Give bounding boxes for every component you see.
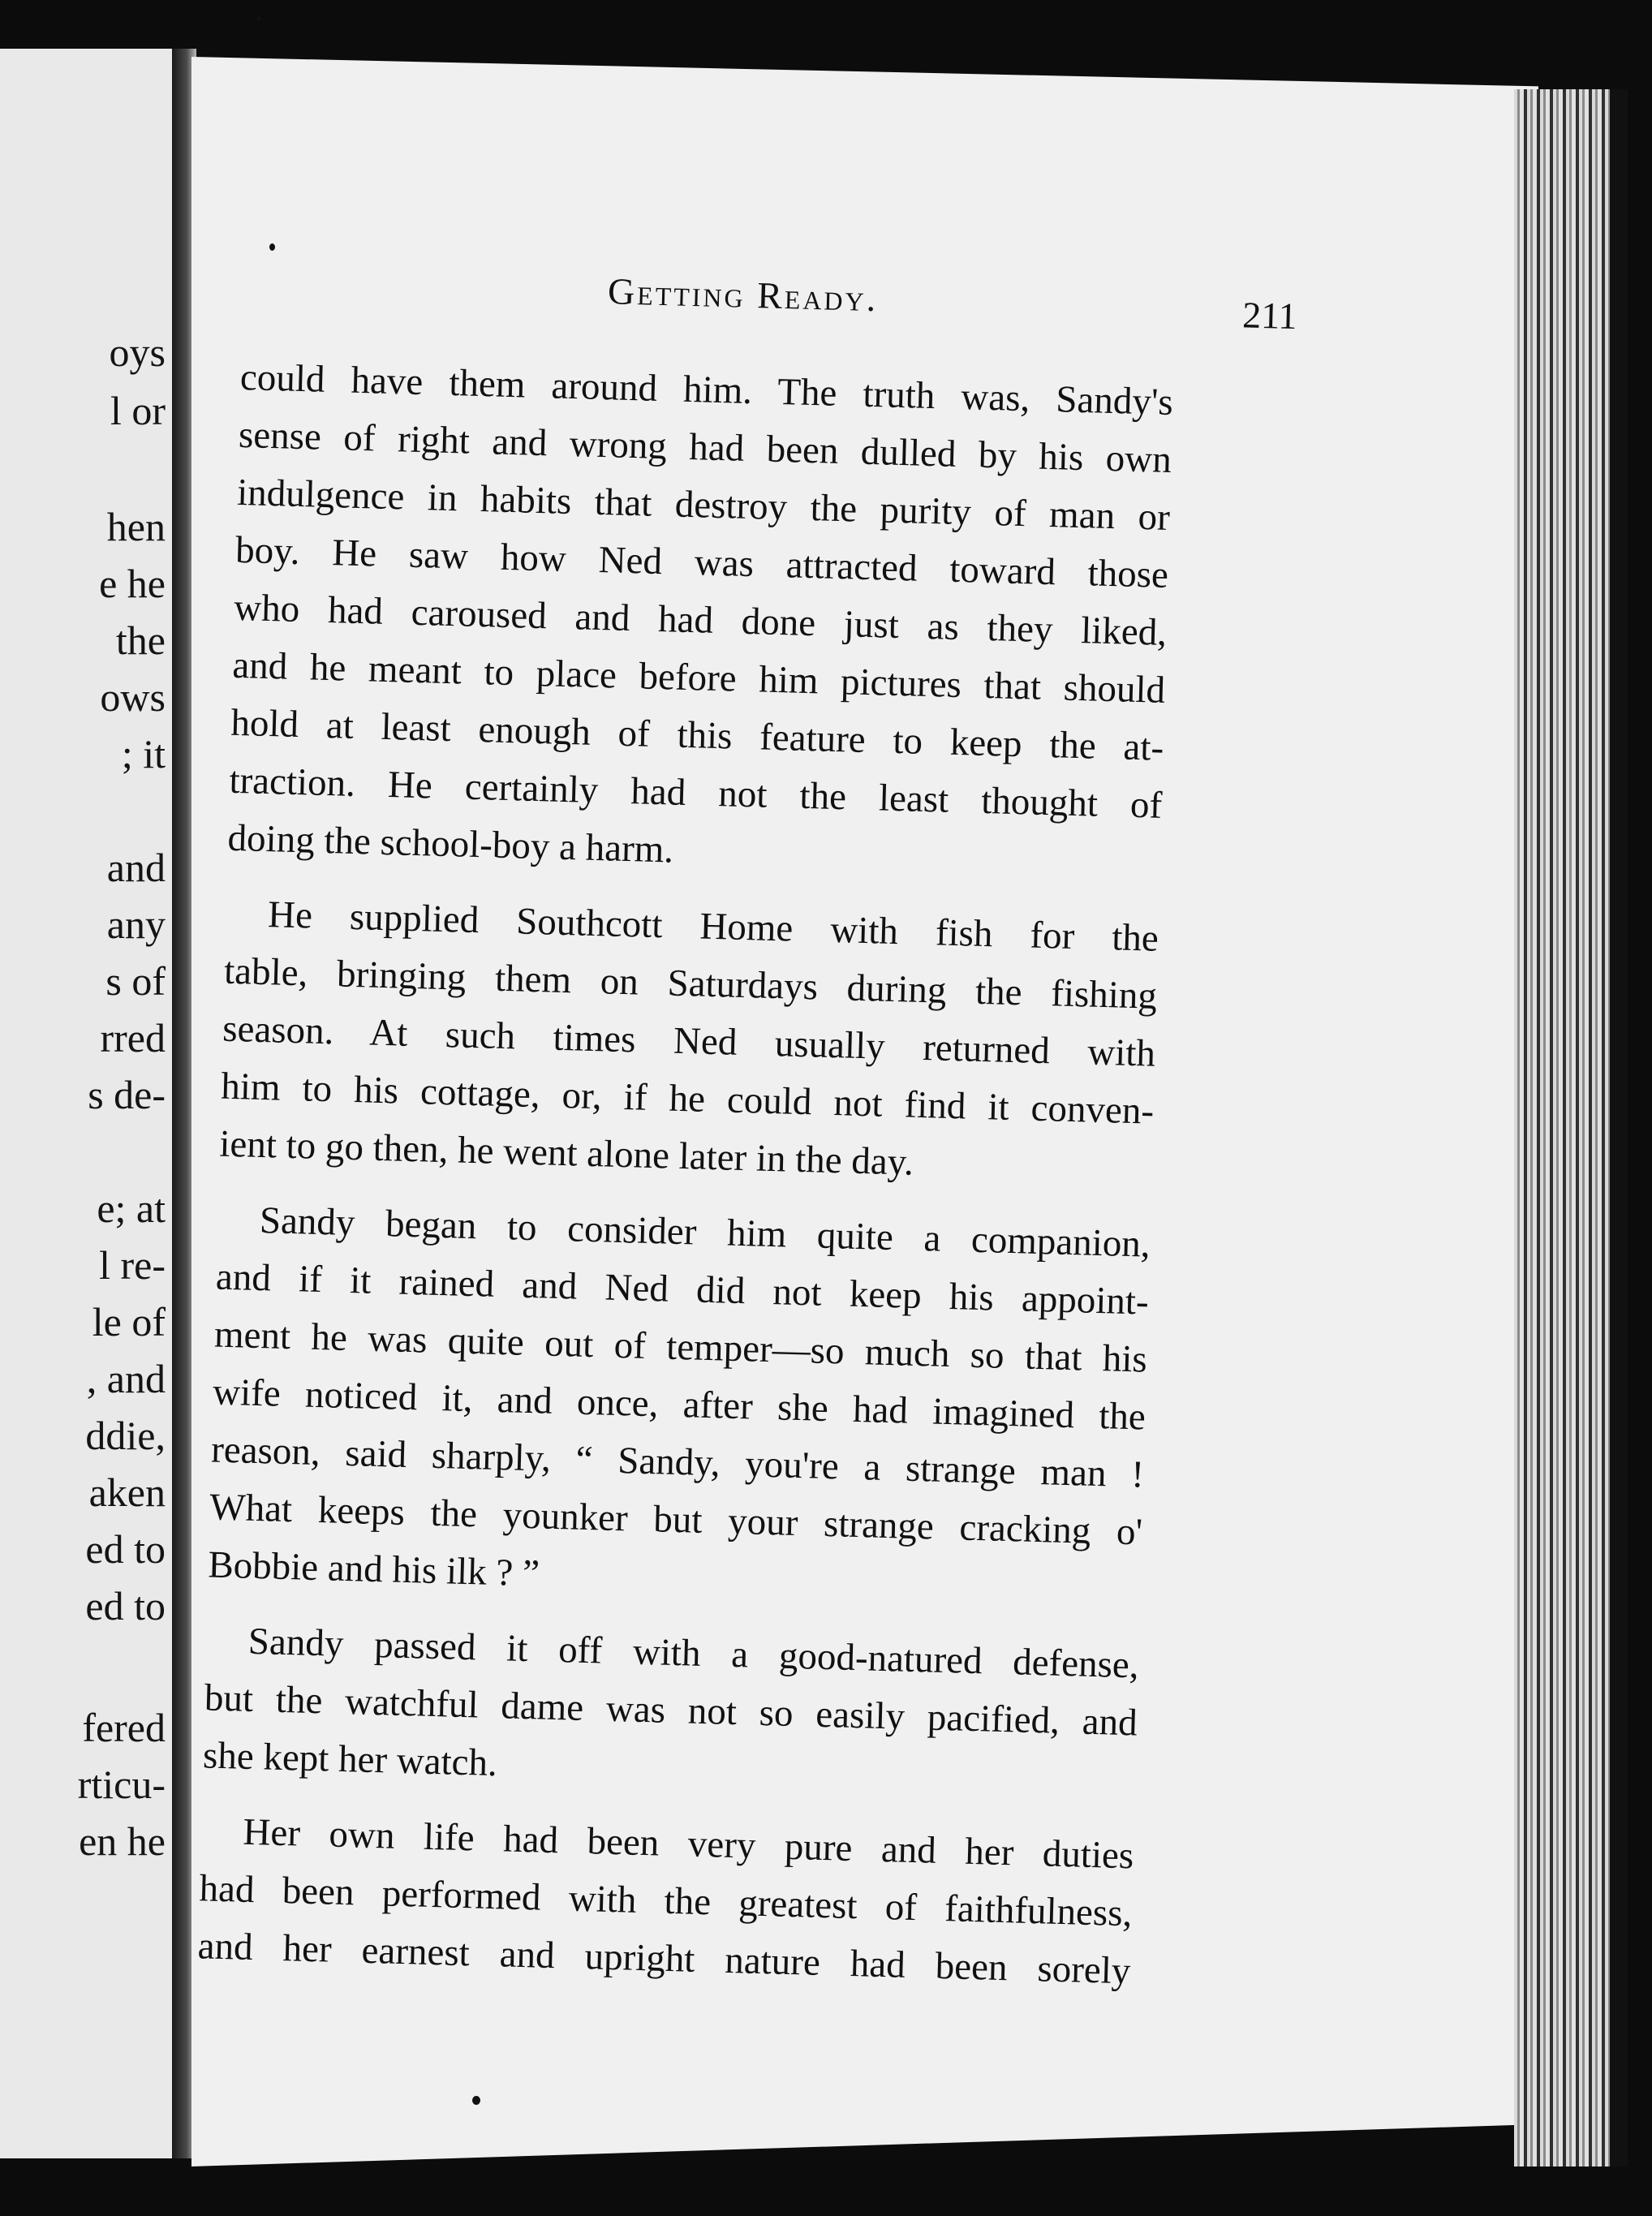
left-fragment: any [106,901,166,947]
paragraph [197,1802,1256,2003]
left-fragment: ed to [85,1526,166,1572]
text-line: He supplied Southcott Home with fish for the [267,893,1159,960]
text-line: she kept her watch. [202,1734,498,1785]
left-fragment: s of [105,958,166,1004]
text-line: Sandy passed it off with a good-natured defense, [247,1620,1140,1687]
left-fragment: ; it [121,731,166,777]
left-fragment: rticu- [77,1762,166,1807]
left-fragment: aken [88,1469,166,1515]
left-fragment: le of [92,1299,166,1345]
text-line: wife noticed it, and once, after she had imagined the [212,1370,1147,1439]
text-line: reason, said sharply, “ Sandy, you're a strange man ! [210,1428,1145,1496]
text-line: had been performed with the greatest of faithfulness, [198,1867,1133,1935]
text-line: traction. He certainly had not the least thought of [228,759,1163,827]
text-line: boy. He saw how Ned was attracted toward those [234,528,1169,596]
text-line: season. At such times Ned usually returned with [222,1007,1156,1075]
left-fragment: , and [86,1356,166,1401]
left-fragment: rred [100,1015,166,1061]
page-edges [1514,89,1628,2167]
running-head: Getting Ready. [607,270,879,320]
paragraph [227,349,1296,896]
text-line: table, bringing them on Saturdays during the fishing [223,949,1158,1018]
text-line: Sandy began to consider him quite a companion, [259,1198,1151,1266]
text-line: and her earnest and upright nature had been sorely [197,1925,1132,1993]
text-line: doing the school-boy a harm. [227,816,674,871]
text-line: could have them around him. The truth was, Sandy's [239,355,1174,424]
left-fragment: ows [100,674,166,720]
left-fragment: l or [110,388,166,433]
left-fragment: e; at [97,1185,166,1231]
text-line: and he meant to place before him pictures that should [231,643,1166,712]
text-line: Her own life had been very pure and her duties [242,1810,1134,1878]
paragraph [219,885,1281,1202]
left-fragment: s de- [88,1072,166,1117]
left-fragment: and [106,845,166,890]
text-line: who had caroused and had done just as they liked, [233,586,1168,654]
text-line: but the watchful dame was not so easily pacified, and [204,1676,1138,1745]
facing-page-left [0,49,183,2158]
left-fragment: l re- [99,1242,166,1288]
left-fragment: e he [99,561,166,606]
text-line: ient to go then, he went alone later in the day. [218,1122,914,1184]
text-line: What keeps the younker but your strange cracking o' [209,1486,1143,1554]
left-fragment: en he [79,1818,166,1864]
left-fragment: ed to [85,1583,166,1629]
text-line: hold at least enough of this feature to keep the at- [230,701,1164,769]
paragraph [202,1611,1261,1813]
text-line: indulgence in habits that destroy the purity of man or [236,471,1171,539]
left-fragment: hen [106,504,166,549]
page-text-block [196,260,1297,2021]
text-line: sense of right and wrong had been dulled by his own [238,413,1172,482]
text-line: him to his cottage, or, if he could not find it conven- [220,1065,1155,1133]
left-fragment: ddie, [85,1413,166,1458]
text-line: Bobbie and his ilk ? ” [207,1543,540,1595]
text-line: and if it rained and Ned did not keep his appoint- [215,1255,1150,1323]
text-line: ment he was quite out of temper—so much so that his [213,1313,1148,1381]
paragraph [208,1191,1273,1623]
left-fragment: the [115,617,166,663]
left-fragment: oys [109,329,166,375]
left-fragment: fered [82,1705,166,1750]
page-number: 211 [1241,294,1298,338]
